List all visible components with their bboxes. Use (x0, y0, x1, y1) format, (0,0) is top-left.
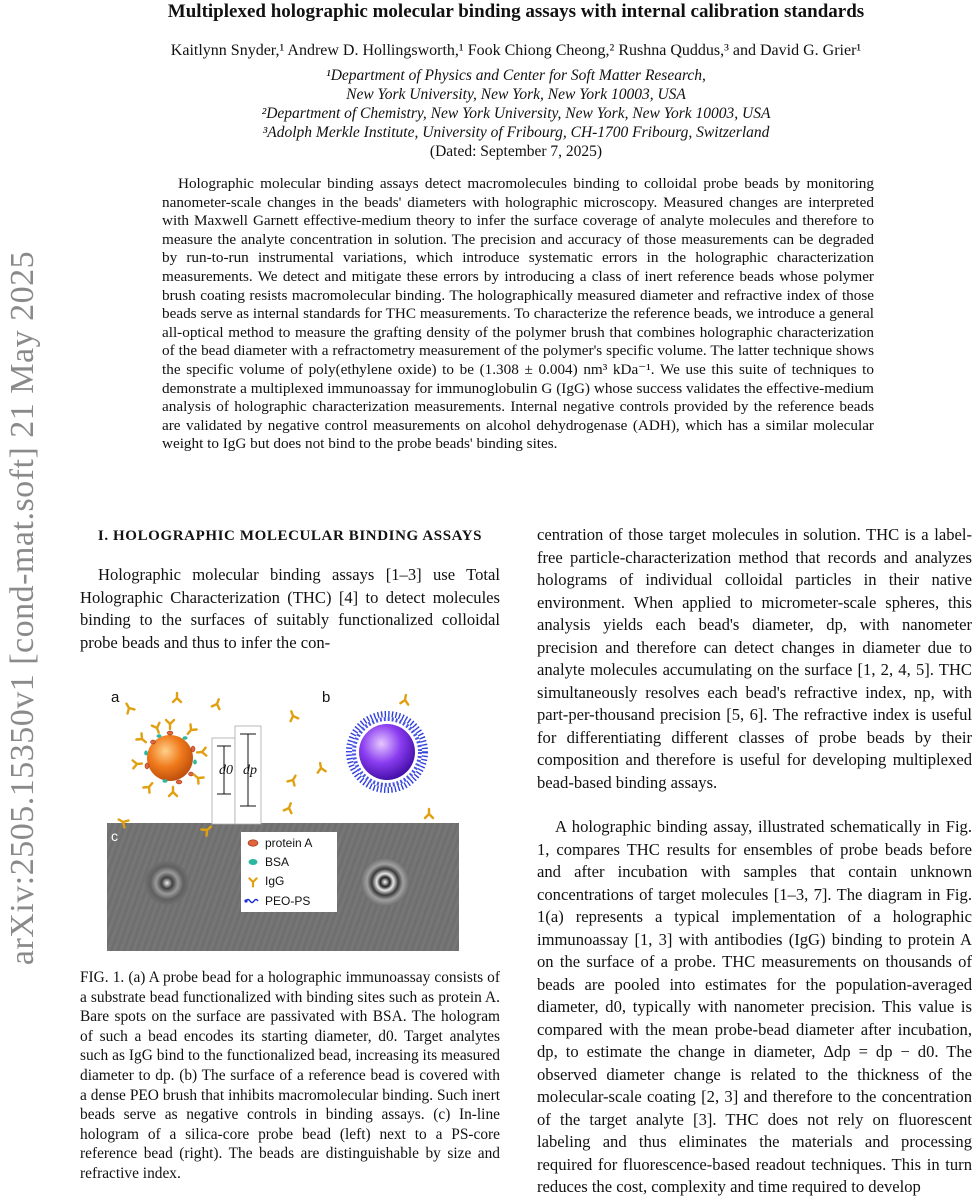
figure-1 (107, 686, 459, 951)
arxiv-stamp: arXiv:2505.15350v1 [cond-mat.soft] 21 May 2025 (4, 250, 41, 966)
hologram-probe-bead (145, 861, 189, 905)
affiliation-2: ²Department of Chemistry, New York University, New York, New York 10003, USA (261, 105, 771, 122)
figure-1-caption: FIG. 1. (a) A probe bead for a holographic immunoassay consists of a substrate bead functionalized with binding sites such as protein A. Bare spots on the surface are passivated with BSA. The hologram of such a bead encodes its starting diameter, d0. Target analytes such as IgG bind to the functionalized bead, increasing its measured diameter to dp. (b) The surface of a reference bead is covered with a dense PEO brush that inhibits macromolecular binding. Such inert beads serve as negative controls in binding assays. (c) In-line hologram of a silica-core probe bead (left) next to a PS-core reference bead (right). The beads are distinguishable by size and refractive index. (80, 969, 500, 1182)
affiliation-1b: New York University, New York, New York 10003, USA (346, 86, 686, 103)
dp-label: dp (243, 763, 257, 778)
abstract: Holographic molecular binding assays detect macromolecules binding to colloidal probe beads by monitoring nanometer-scale changes in the beads' diameters with holographic microscopy. Measured changes are interpreted with Maxwell Garnett effective-medium theory to infer the surface coverage of analyte molecules and therefore to measure the analyte concentration in solution. The precision and accuracy of those measurements can be degraded by run-to-run instrumental variations, which introduce systematic errors in the holographic characterization measurements. We detect and mitigate these errors by introducing a class of inert reference beads whose polymer brush coating resists macromolecular binding. The holographically measured diameter and refractive index of those beads serve as internal standards for THC measurements. To characterize the reference beads, we introduce a general all-optical method to measure the grafting density of the polymer brush that combines holographic characterization of the bead diameter with a refractometry measurement of the polymer's specific volume. The latter technique shows the specific volume of poly(ethylene oxide) to be (1.308 ± 0.004) nm³ kDa⁻¹. We use this suite of techniques to demonstrate a multiplexed immunoassay for immunoglobulin G (IgG) whose success validates the effective-medium analysis of holographic characterization measurements. Internal negative controls provided by the reference beads are validated by negative control measurements on alcohol dehydrogenase (ADH), which has a similar molecular weight to IgG but does not bind to the probe beads' binding sites. (162, 175, 874, 453)
legend-bsa: BSA (265, 855, 290, 869)
affiliations (60, 66, 972, 161)
figure-1-graphic (107, 686, 459, 951)
panel-a-label: a (111, 689, 120, 706)
reference-bead (349, 714, 425, 790)
intro-paragraph-continued: centration of those target molecules in solution. THC is a label-free particle-characterization method that records and analyzes holograms of individual colloidal particles in their native environment. When applied to micrometer-scale spheres, this analysis yields each bead's diameter, dp, with nanometer precision and therefore can detect changes in diameter due to analyte molecules accumulating on the surface [1, 2, 4, 5]. THC simultaneously resolves each bead's refractive index, np, with part-per-thousand precision [5, 6]. The refractive index is useful for differentiating different classes of probe beads by their composition and therefore is useful for developing multiplexed bead-based binding assays. (537, 525, 972, 792)
panel-c-label: c (111, 828, 118, 844)
legend-igg: IgG (265, 874, 285, 888)
legend-peo-ps: PEO-PS (265, 894, 311, 908)
left-column (80, 522, 500, 654)
intro-paragraph-start: Holographic molecular binding assays [1–3] use Total Holographic Characterization (THC) [4] to detect molecules binding to the surfaces of suitably functionalized colloidal probe beads and thus to infer the con- (80, 565, 500, 652)
diameter-markers (212, 726, 261, 824)
author-list: Kaitlynn Snyder,¹ Andrew D. Hollingsworth,¹ Fook Chiong Cheong,² Rushna Quddus,³ and David G. Grier¹ (170, 42, 862, 59)
affiliation-3: ³Adolph Merkle Institute, University of Fribourg, CH-1700 Fribourg, Switzerland (262, 124, 770, 141)
paper-title: Multiplexed holographic molecular binding assays with internal calibration standards (167, 1, 865, 22)
section-heading: I. HOLOGRAPHIC MOLECULAR BINDING ASSAYS (97, 528, 483, 544)
probe-bead (133, 720, 207, 796)
date-line: (Dated: September 7, 2025) (429, 143, 603, 160)
figure-legend (241, 832, 337, 912)
legend-protein-a: protein A (265, 836, 313, 850)
right-column (537, 524, 972, 1199)
panel-b-label: b (322, 689, 331, 706)
affiliation-1a: ¹Department of Physics and Center for Soft Matter Research, (326, 67, 706, 84)
hologram-reference-bead (361, 858, 409, 906)
assay-paragraph: A holographic binding assay, illustrated schematically in Fig. 1, compares THC results for ensembles of probe beads before and after incubation with samples that contain unknown concentrations of target molecules [1–3, 7]. The diagram in Fig. 1(a) represents a typical implementation of a holographic immunoassay [1, 3] with antibodies (IgG) binding to protein A on the surface of a probe. THC measurements on thousands of beads are pooled into estimates for the population-averaged diameter, d0, typically with nanometer precision. This value is compared with the mean probe-bead diameter after incubation, dp, to estimate the change in diameter, Δdp = dp − d0. The observed diameter change is related to the thickness of the molecular-scale coating [2, 3] and therefore to the concentration of the target analyte [3]. THC does not rely on fluorescent labeling and thus eliminates the materials and processing required for fluorescence-based readout techniques. This in turn reduces the cost, complexity and time required to develop (537, 817, 972, 1196)
d0-label: d0 (219, 763, 233, 778)
